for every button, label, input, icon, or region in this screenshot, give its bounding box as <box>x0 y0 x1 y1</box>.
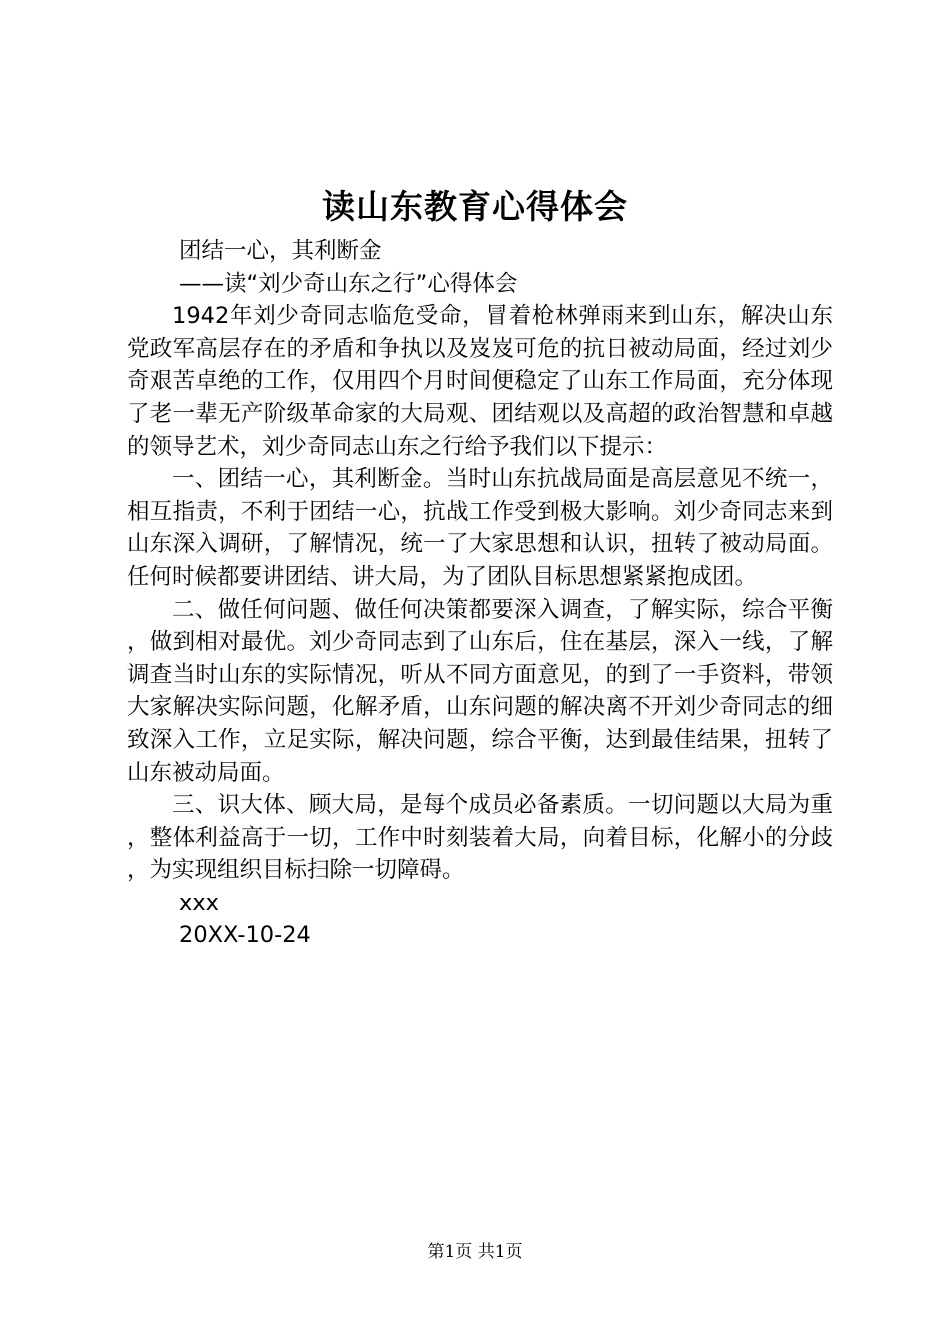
page-footer: 第1页 共1页 <box>427 1242 523 1262</box>
subtitle-line-2: ——读“刘少奇山东之行”心得体会 <box>179 270 518 297</box>
document-date: 20XX-10-24 <box>179 922 311 949</box>
paragraph-point-3: 三、识大体、顾大局，是每个成员必备素质。一切问题以大局为重，整体利益高于一切，工作中时刻装着大局，向着目标，化解小的分歧，为实现组织目标扫除一切障碍。 <box>127 792 833 884</box>
paragraph-point-1: 一、团结一心，其利断金。当时山东抗战局面是高层意见不统一，相互指责，不利于团结一心，抗战工作受到极大影响。刘少奇同志来到山东深入调研，了解情况，统一了大家思想和认识，扭转了被动局面。任何时候都要讲团结、讲大局，为了团队目标思想紧紧抱成团。 <box>127 466 833 590</box>
subtitle-line-1: 团结一心，其利断金 <box>179 238 382 264</box>
document-body <box>127 235 833 952</box>
paragraph-intro: 1942年刘少奇同志临危受命，冒着枪林弹雨来到山东，解决山东党政军高层存在的矛盾和争执以及岌岌可危的抗日被动局面，经过刘少奇艰苦卓绝的工作，仅用四个月时间便稳定了山东工作局面，充分体现了老一辈无产阶级革命家的大局观、团结观以及高超的政治智慧和卓越的领导艺术，刘少奇同志山东之行给予我们以下提示： <box>127 303 833 460</box>
page-title: 读山东教育心得体会 <box>322 187 628 226</box>
author-signature: xxx <box>179 889 219 916</box>
paragraph-point-2: 二、做任何问题、做任何决策都要深入调查，了解实际，综合平衡，做到相对最优。刘少奇同志到了山东后，住在基层，深入一线，了解调查当时山东的实际情况，听从不同方面意见，的到了一手资料，带领大家解决实际问题，化解矛盾，山东问题的解决离不开刘少奇同志的细致深入工作，立足实际，解决问题，综合平衡，达到最佳结果，扭转了山东被动局面。 <box>127 596 833 786</box>
